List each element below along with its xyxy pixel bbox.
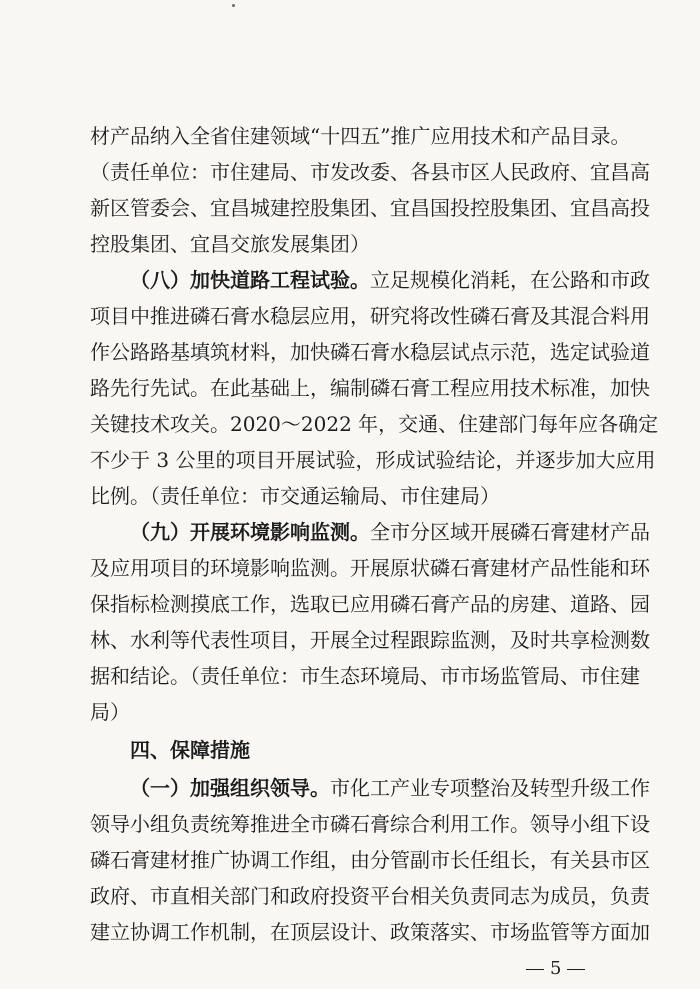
body-line: 材产品纳入全省住建领域“十四五”推广应用技术和产品目录。 <box>90 124 631 148</box>
body-line: 磷石膏建材推广协调工作组，由分管副市长任组长，有关县市区 <box>90 848 650 872</box>
paragraph-8-text: 立足规模化消耗，在公路和市政 <box>370 268 650 292</box>
scan-speck <box>232 4 235 7</box>
section-heading: 四、保障措施 <box>130 738 250 762</box>
body-line: 不少于 3 公里的项目开展试验，形成试验结论，并逐步加大应用 <box>90 448 656 472</box>
body-line: 控股集团、宜昌交旅发展集团） <box>90 232 370 256</box>
paragraph-1-heading: （一）加强组织领导。 <box>130 776 330 800</box>
body-line: （责任单位：市住建局、市发改委、各县市区人民政府、宜昌高 <box>90 160 650 184</box>
paragraph-8-first-line <box>130 268 650 292</box>
body-line: 领导小组负责统筹推进全市磷石膏综合利用工作。领导小组下设 <box>90 812 650 836</box>
body-line: 政府、市直相关部门和政府投资平台相关负责同志为成员，负责 <box>90 884 650 908</box>
body-line: 项目中推进磷石膏水稳层应用，研究将改性磷石膏及其混合料用 <box>90 304 650 328</box>
body-line: 作公路路基填筑材料，加快磷石膏水稳层试点示范，选定试验道 <box>90 340 650 364</box>
body-line: 局） <box>90 700 130 724</box>
paragraph-9-heading: （九）开展环境影响监测。 <box>130 520 370 544</box>
body-line: 及应用项目的环境影响监测。开展原状磷石膏建材产品性能和环 <box>90 556 650 580</box>
paragraph-1-first-line <box>130 776 650 800</box>
page-number-value: 5 <box>550 958 562 979</box>
body-line: 路先行先试。在此基础上，编制磷石膏工程应用技术标准，加快 <box>90 376 650 400</box>
page-number <box>520 958 591 980</box>
body-line: 林、水利等代表性项目，开展全过程跟踪监测，及时共享检测数 <box>90 628 650 652</box>
paragraph-8-heading: （八）加快道路工程试验。 <box>130 268 370 292</box>
body-line: 保指标检测摸底工作，选取已应用磷石膏产品的房建、道路、园 <box>90 592 650 616</box>
body-line: 据和结论。（责任单位：市生态环境局、市市场监管局、市住建 <box>90 664 640 688</box>
body-line: 建立协调工作机制，在顶层设计、政策落实、市场监管等方面加 <box>90 920 650 944</box>
body-line: 新区管委会、宜昌城建控股集团、宜昌国投控股集团、宜昌高投 <box>90 196 650 220</box>
paragraph-1-text: 市化工产业专项整治及转型升级工作 <box>330 776 650 800</box>
paragraph-9-text: 全市分区域开展磷石膏建材产品 <box>370 520 650 544</box>
page-number-dash-left <box>526 969 544 970</box>
page-number-dash-right <box>567 969 585 970</box>
paragraph-9-first-line <box>130 520 650 544</box>
body-line: 比例。（责任单位：市交通运输局、市住建局） <box>90 484 500 508</box>
body-line: 关键技术攻关。2020～2022 年，交通、住建部门每年应各确定 <box>90 412 659 436</box>
